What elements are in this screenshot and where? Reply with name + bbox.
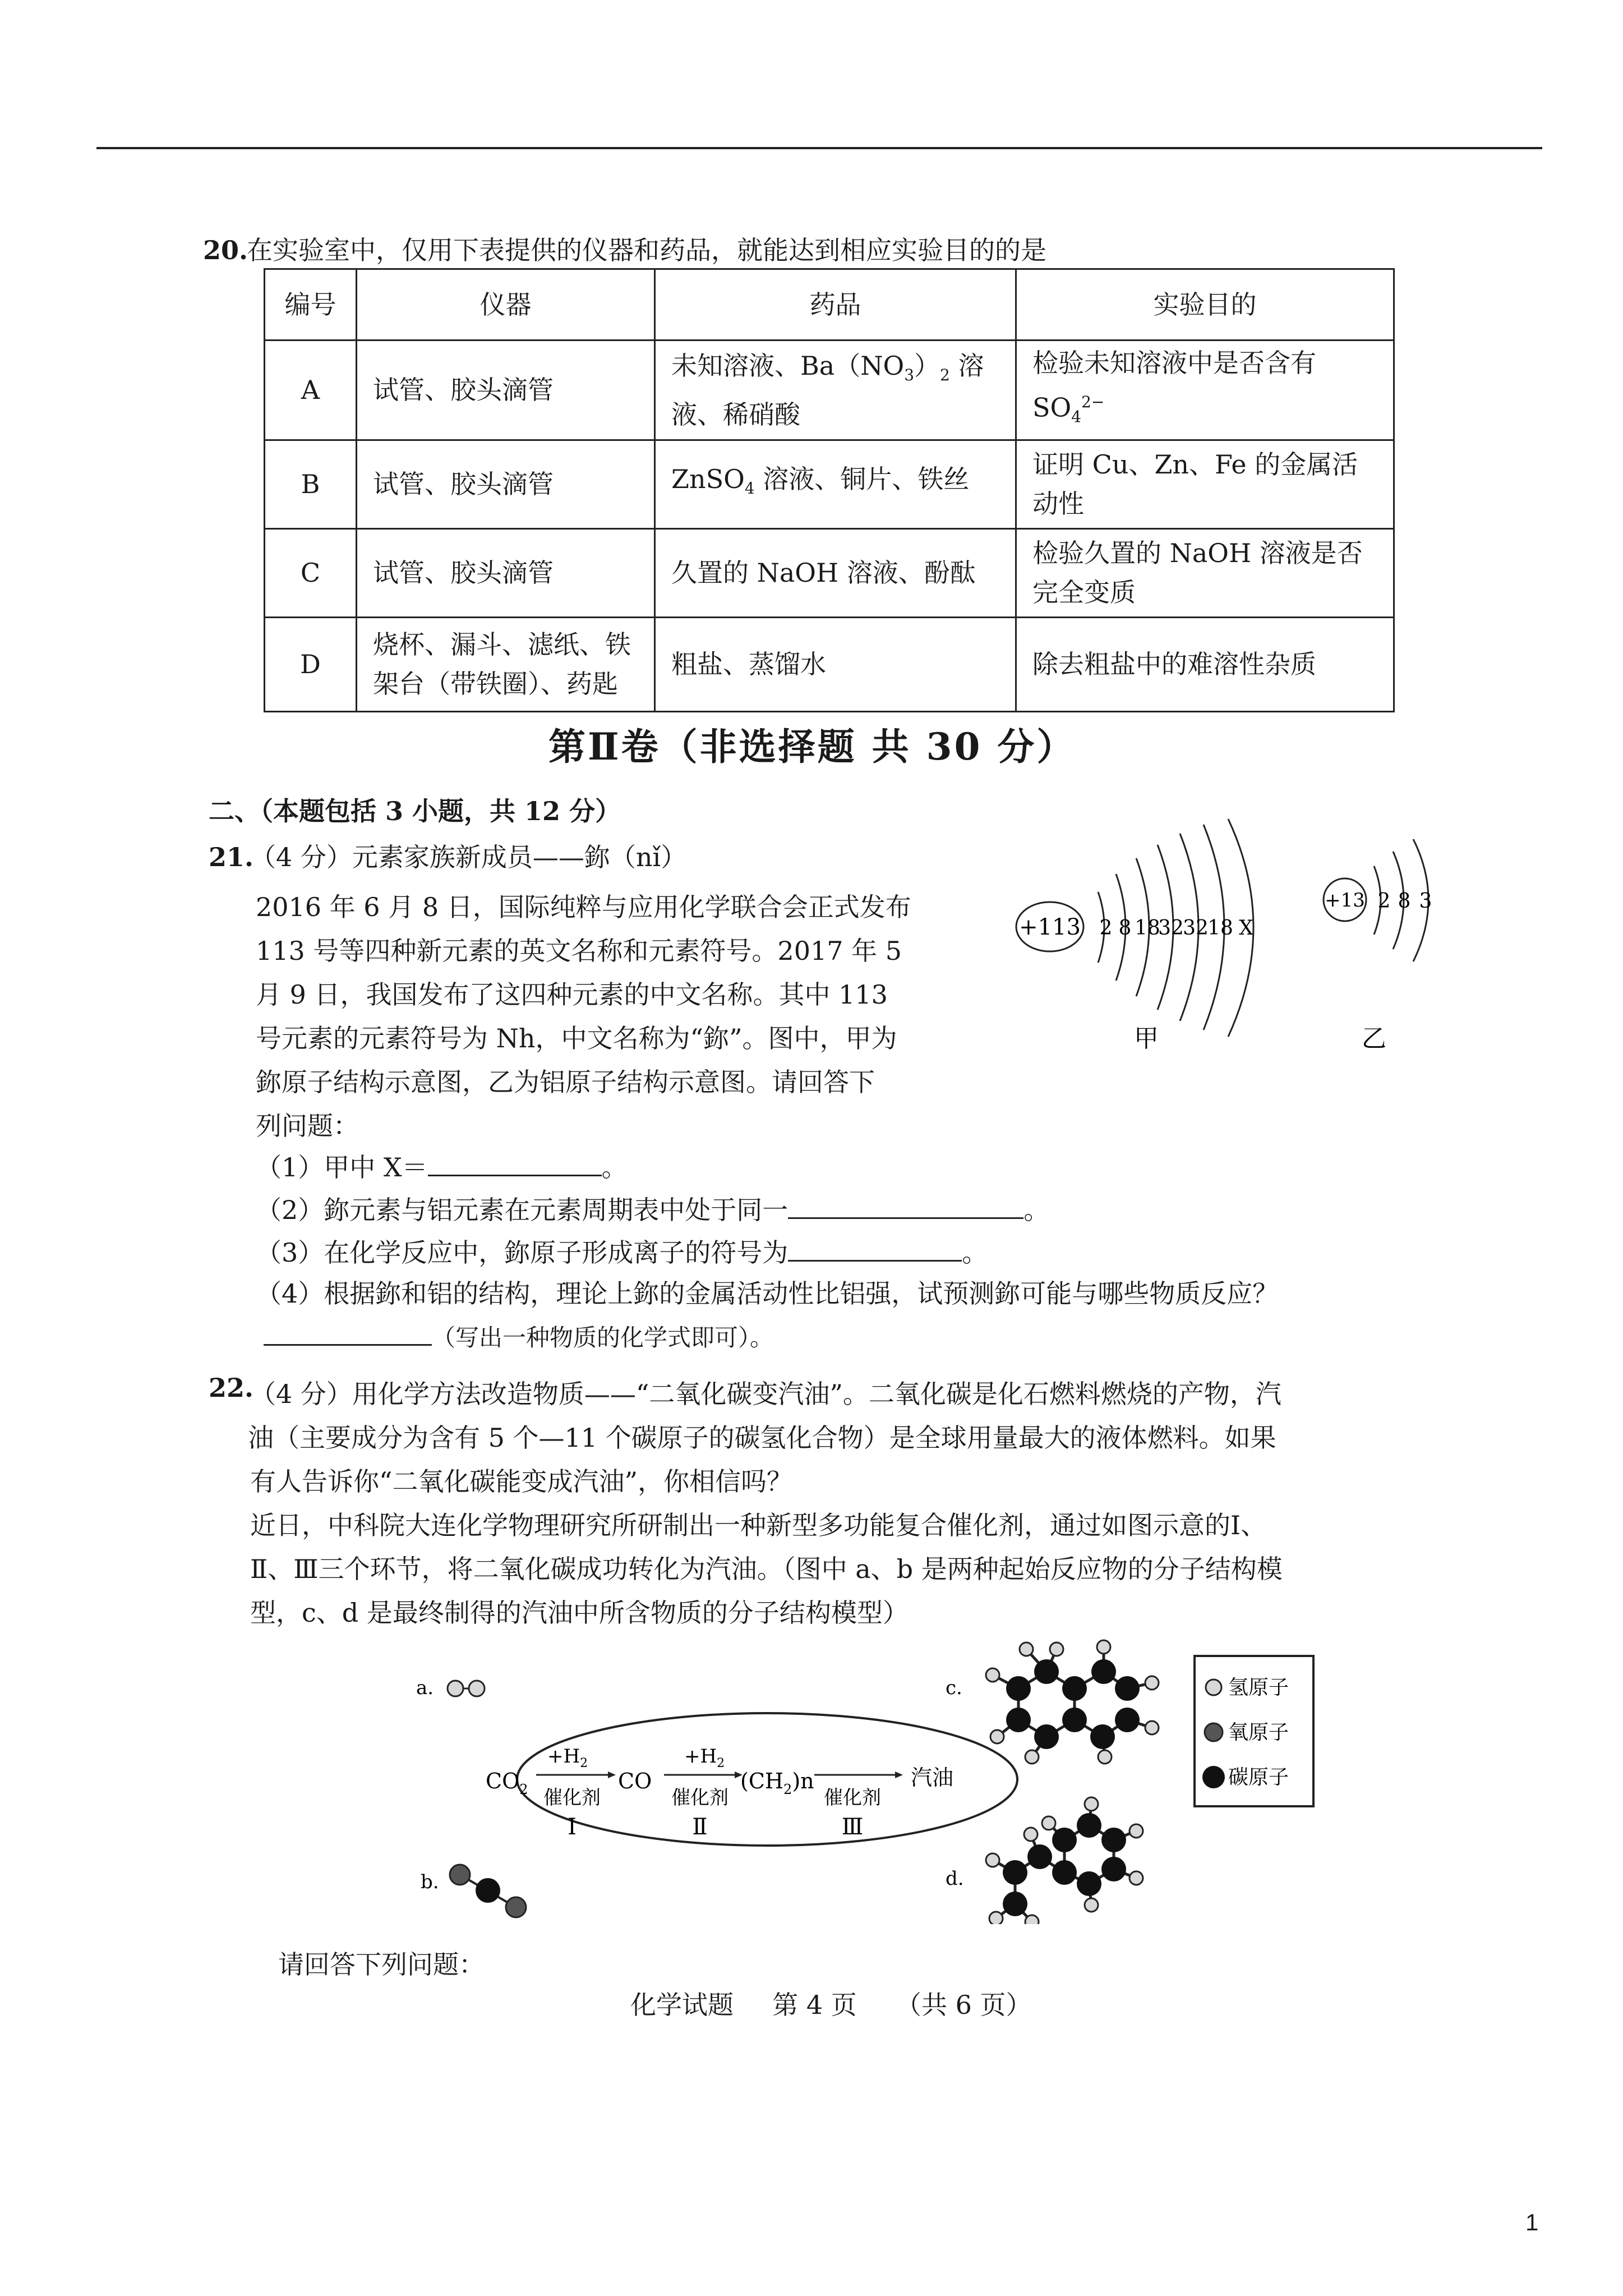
footer-page: 第 4 页 [772,1990,857,2020]
label-d: d. [946,1867,964,1890]
yi-shell-1: 2 [1377,890,1391,913]
legend-carbon: 碳原子 [1228,1766,1289,1789]
row-reagents: 久置的 NaOH 溶液、酚酞 [655,528,1016,617]
label-b: b. [421,1871,439,1893]
q21-body-line: 2016 年 6 月 8 日，国际纯粹与应用化学联合会正式发布 [256,892,911,922]
row-id: D [265,617,357,711]
q21-body-line: 列问题： [256,1111,359,1141]
yi-shell-2: 8 [1398,890,1411,913]
jia-shell-2: 8 [1118,917,1132,940]
co2-label: $CO_2$ [486,1769,528,1797]
legend-carbon-swatch [1202,1766,1225,1788]
stage-2: Ⅱ [692,1814,708,1840]
footer-total: （共 6 页） [896,1990,1032,2020]
label-a: a. [416,1677,434,1699]
q22-body-line: 型，c、d 是最终制得的汽油中所含物质的分子结构模型） [250,1598,909,1628]
jia-nucleus-label: +113 [1019,914,1081,940]
table-header-row [265,269,1394,341]
jia-shell-1: 2 [1099,917,1113,940]
stage-3: Ⅲ [841,1814,864,1840]
q21-body-line: 鉨原子结构示意图，乙为铝原子结构示意图。请回答下 [256,1067,875,1097]
answer-blank[interactable] [264,1319,432,1346]
q22-number: 22. [209,1373,254,1403]
hydrogen-atom [448,1681,463,1696]
row-reagents: ZnSO$_4$ 溶液、铜片、铁丝 [655,440,1016,528]
jia-shell-5: 32 [1183,917,1209,940]
row-reagents: 粗盐、蒸馏水 [655,617,1016,711]
reaction-diagram [404,1610,1335,1924]
q21-body-line: 月 9 日，我国发布了这四种元素的中文名称。其中 113 [256,979,888,1010]
q21-body-line: 号元素的元素符号为 Nh，中文名称为“鉨”。图中，甲为 [256,1023,897,1053]
q22-body-line: 近日，中科院大连化学物理研究所研制出一种新型多功能复合催化剂，通过如图示意的Ⅰ、 [250,1510,1267,1540]
q22-body [250,1372,1283,1635]
row-apparatus: 烧杯、漏斗、滤纸、铁架台（带铁圈）、药匙 [357,617,655,711]
oxygen-atom [450,1865,470,1885]
q21-sub1: （1）甲中 X＝ 。 [256,1150,628,1183]
ch2n-label: $(CH_2)n$ [740,1769,814,1797]
h2-label-2: $+H_2$ [684,1745,725,1770]
row-purpose: 除去粗盐中的难溶性杂质 [1016,617,1394,711]
row-reagents: 未知溶液、$Ba(NO_3)_2$ 溶液、稀硝酸 [655,341,1016,440]
catalyst-3: 催化剂 [824,1787,881,1809]
q21-sub4: （4）根据鉨和铝的结构，理论上鉨的金属活动性比铝强，试预测鉨可能与哪些物质反应？ [256,1278,1279,1309]
row-apparatus: 试管、胶头滴管 [357,341,655,440]
table-row [265,440,1394,528]
header-cell: 仪器 [357,269,655,341]
top-rule [96,147,1542,149]
header-cell: 药品 [655,269,1016,341]
q22-body-line: （4 分）用化学方法改造物质——“二氧化碳变汽油”。二氧化碳是化石燃料燃烧的产物，汽 [250,1379,1281,1409]
legend-hydrogen-swatch [1206,1680,1221,1695]
answer-blank[interactable] [428,1150,602,1176]
q21-title: （4 分）元素家族新成员——鉨（nǐ） [250,842,687,872]
jia-shell-3: 18 [1135,917,1160,940]
q20-number: 20. [203,235,248,265]
q21-sub3: （3）在化学反应中，鉨原子形成离子的符号为 。 [256,1235,988,1268]
atomic-structure-diagram [998,808,1514,1066]
section-title: 第Ⅱ卷（非选择题 共 30 分） [548,725,1076,769]
row-purpose: 检验久置的 NaOH 溶液是否完全变质 [1016,528,1394,617]
row-id: C [265,528,357,617]
oxygen-atom [506,1897,526,1917]
row-apparatus: 试管、胶头滴管 [357,528,655,617]
yi-label: 乙 [1362,1024,1386,1053]
legend-oxygen: 氧原子 [1228,1721,1289,1744]
jia-label: 甲 [1134,1024,1159,1053]
part-header: 二、（本题包括 3 小题，共 12 分） [209,796,621,826]
q21-body [256,885,1002,1148]
q21-number: 21. [209,842,254,872]
row-purpose: 证明 Cu、Zn、Fe 的金属活动性 [1016,440,1394,528]
q22-prompt: 请回答下列问题： [278,1949,485,1980]
row-purpose: 检验未知溶液中是否含有$SO_4^{2-}$ [1016,341,1394,440]
q22-body-line: 油（主要成分为含有 5 个—11 个碳原子的碳氢化合物）是全球用量最大的液体燃料。如果 [248,1423,1276,1453]
legend-oxygen-swatch [1205,1723,1223,1741]
header-cell: 实验目的 [1016,269,1394,341]
catalyst-1: 催化剂 [543,1787,601,1809]
row-apparatus: 试管、胶头滴管 [357,440,655,528]
stage-1: Ⅰ [568,1814,577,1840]
row-id: A [265,341,357,440]
table-row [265,528,1394,617]
molecule-c-bonds [993,1647,1152,1757]
jia-shell-6: 18 [1207,917,1233,940]
q20-stem: 在实验室中，仅用下表提供的仪器和药品，就能达到相应实验目的的是 [247,235,1046,265]
yi-shell-3: 3 [1419,890,1432,913]
footer [630,1989,1032,2021]
q22-body-line: 有人告诉你“二氧化碳能变成汽油”，你相信吗？ [250,1466,793,1497]
legend-hydrogen: 氢原子 [1228,1676,1289,1699]
answer-blank[interactable] [788,1193,1023,1219]
footer-subject: 化学试题 [630,1990,734,2020]
table-row [265,341,1394,440]
q21-body-line: 113 号等四种新元素的英文名称和元素符号。2017 年 5 [256,936,902,966]
co-label: CO [618,1769,652,1793]
hydrogen-atom [469,1681,485,1696]
catalyst-2: 催化剂 [671,1787,728,1809]
q21-sub2: （2）鉨元素与铝元素在元素周期表中处于同一 。 [256,1193,1049,1226]
jia-shell-4: 32 [1158,917,1184,940]
label-c: c. [946,1677,962,1699]
q21-sub4-tail: （写出一种物质的化学式即可）。 [264,1319,773,1354]
header-cell: 编号 [265,269,357,341]
page-number: 1 [1525,2209,1539,2235]
carbon-atom [476,1878,500,1903]
gasoline-label: 汽油 [911,1765,954,1790]
jia-shell-7: X [1239,917,1253,940]
answer-blank[interactable] [788,1235,962,1262]
molecule-c-carbons [1006,1659,1140,1749]
q22-body-line: Ⅱ、Ⅲ三个环节，将二氧化碳成功转化为汽油。（图中 a、b 是两种起始反应物的分子结构模 [250,1554,1283,1584]
molecule-c-hydrogens [986,1640,1159,1764]
yi-nucleus-label: +13 [1325,889,1365,912]
h2-label-1: $+H_2$ [547,1745,588,1770]
row-id: B [265,440,357,528]
table-row [265,617,1394,711]
molecule-d-carbons [1003,1813,1126,1916]
q20-table [264,268,1395,712]
